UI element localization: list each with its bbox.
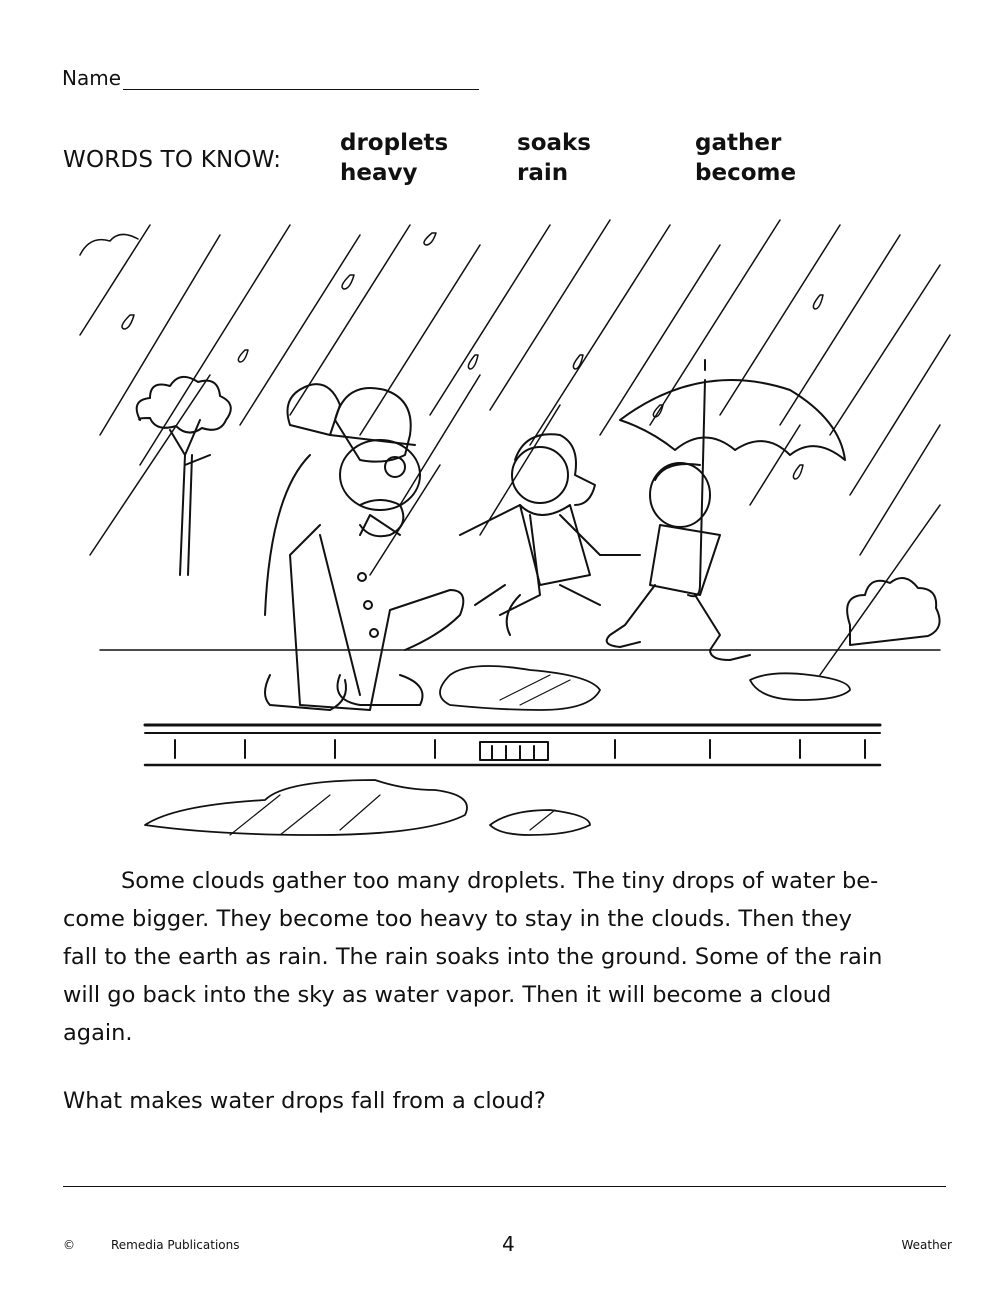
name-field-row bbox=[62, 66, 479, 90]
tree-icon bbox=[137, 377, 231, 575]
words-to-know-label: WORDS TO KNOW: bbox=[63, 147, 282, 173]
vocab-column-3 bbox=[695, 128, 796, 188]
answer-line[interactable] bbox=[63, 1186, 946, 1187]
girl-running bbox=[460, 434, 640, 635]
subject-label: Weather bbox=[901, 1238, 952, 1252]
copyright-symbol: © bbox=[63, 1238, 75, 1252]
page-number: 4 bbox=[502, 1232, 515, 1256]
passage-line: fall to the earth as rain. The rain soaks into the ground. Some of the rain bbox=[63, 944, 883, 970]
rainy-street-scene-illustration bbox=[60, 205, 960, 850]
vocab-word: become bbox=[695, 160, 797, 186]
name-line[interactable] bbox=[123, 69, 479, 90]
vocab-word: soaks bbox=[517, 130, 591, 156]
curb bbox=[145, 725, 880, 765]
rain-drops bbox=[122, 233, 823, 479]
vocab-word: droplets bbox=[340, 130, 449, 156]
vocab-column-2 bbox=[517, 128, 591, 188]
name-label: Name bbox=[62, 66, 122, 90]
comprehension-question: What makes water drops fall from a cloud? bbox=[63, 1088, 546, 1114]
passage-line: Some clouds gather too many droplets. The tiny drops of water be- bbox=[121, 868, 879, 894]
passage-line: come bigger. They become too heavy to stay in the clouds. Then they bbox=[63, 906, 852, 932]
vocab-word: heavy bbox=[340, 160, 418, 186]
vocab-word: gather bbox=[695, 130, 782, 156]
puddles bbox=[145, 666, 850, 835]
bush-right bbox=[847, 578, 939, 645]
reading-passage bbox=[63, 862, 943, 1052]
passage-line: again. bbox=[63, 1020, 133, 1046]
vocab-column-1 bbox=[340, 128, 448, 188]
publisher-name: Remedia Publications bbox=[111, 1238, 240, 1252]
man-in-raincoat bbox=[265, 384, 463, 710]
passage-line: will go back into the sky as water vapor. Then it will become a cloud bbox=[63, 982, 832, 1008]
bush-left bbox=[80, 234, 138, 255]
vocab-word: rain bbox=[517, 160, 569, 186]
